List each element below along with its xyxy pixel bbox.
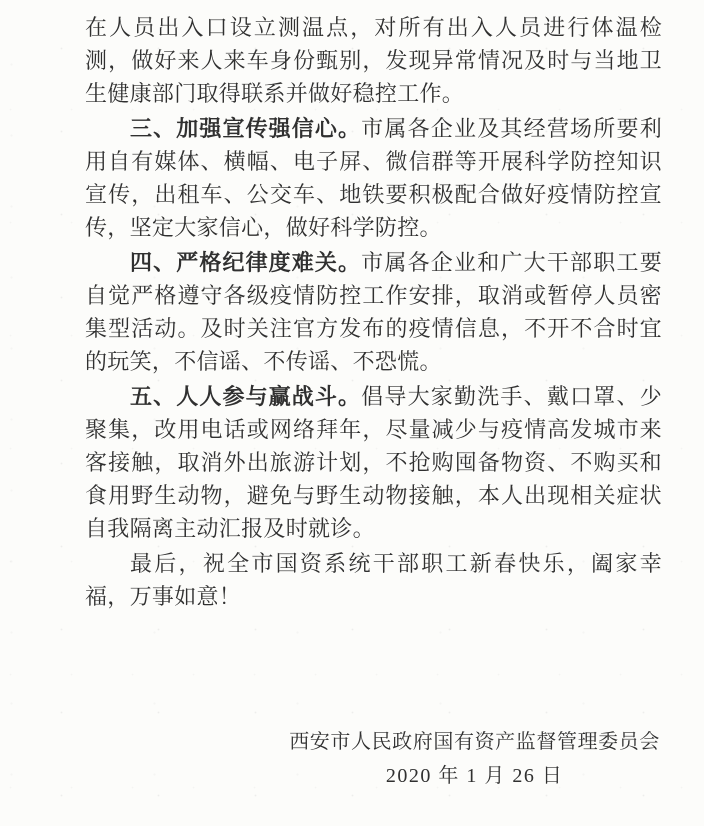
paragraph-text: 最后，祝全市国资系统干部职工新春快乐，阖家幸福，万事如意！ — [85, 551, 662, 609]
paragraph-text: 市属各企业和广大干部职工要自觉严格遵守各级疫情防控工作安排，取消或暂停人员密集型活动。及时关注官方发布的疫情信息，不开不合时宜的玩笑，不信谣、不传谣、不恐慌。 — [85, 250, 662, 374]
paragraph-text: 倡导大家勤洗手、戴口罩、少聚集，改用电话或网络拜年，尽量减少与疫情高发城市来客接触，取消外出旅游计划，不抢购囤备物资、不购买和食用野生动物，避免与野生动物接触，本人出现相关症状自我隔离主动汇报及时就诊。 — [85, 384, 662, 541]
paragraph-closing-wishes — [85, 547, 662, 613]
signature-date: 2020 年 1 月 26 日 — [385, 765, 564, 787]
document-body — [85, 11, 662, 793]
paragraph-text: 市属各企业及其经营场所要利用自有媒体、横幅、电子屏、微信群等开展科学防控知识宣传，出租车、公交车、地铁要积极配合做好疫情防控宣传，坚定大家信心，做好科学防控。 — [85, 116, 662, 240]
signature-block — [289, 725, 660, 793]
paragraph-text: 在人员出入口设立测温点，对所有出入人员进行体温检测，做好来人来车身份甄别，发现异常情况及时与当地卫生健康部门取得联系并做好稳控工作。 — [85, 15, 662, 106]
paragraph-section-five — [85, 380, 662, 545]
paragraph-section-three — [85, 112, 662, 244]
section-five-heading: 五、人人参与赢战斗。 — [130, 384, 362, 409]
section-four-heading: 四、严格纪律度难关。 — [130, 250, 362, 275]
section-three-heading: 三、加强宣传强信心。 — [130, 116, 362, 141]
paragraph-section-four — [85, 246, 662, 378]
paragraph-continuation — [85, 11, 662, 110]
signature-organization: 西安市人民政府国有资产监督管理委员会 — [289, 731, 660, 753]
